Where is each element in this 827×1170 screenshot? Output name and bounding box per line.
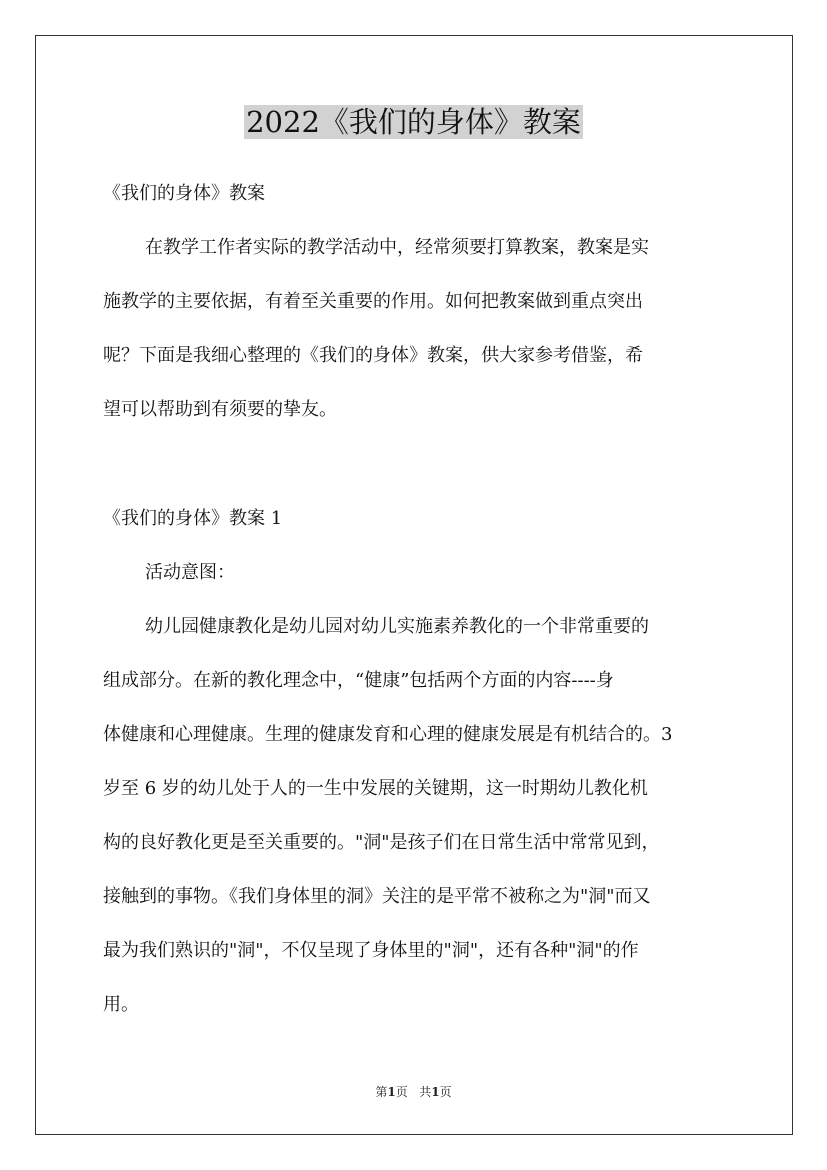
body-line: 接触到的事物。《我们身体里的洞》关注的是平常不被称之为"洞"而又 xyxy=(103,886,651,907)
intro-line: 在教学工作者实际的教学活动中，经常须要打算教案，教案是实 xyxy=(145,237,649,258)
document-title-text: 2022《我们的身体》教案 xyxy=(246,105,581,139)
body-line: 组成部分。在新的教化理念中，“健康”包括两个方面的内容----身 xyxy=(103,670,614,691)
purpose-label: 活动意图： xyxy=(145,562,235,583)
document-subtitle: 《我们的身体》教案 xyxy=(103,183,265,204)
page-prefix: 第 xyxy=(375,1085,388,1099)
intro-line: 望可以帮助到有须要的挚友。 xyxy=(103,399,337,420)
page-footer xyxy=(0,1084,827,1100)
body-line: 幼儿园健康教化是幼儿园对幼儿实施素养教化的一个非常重要的 xyxy=(145,616,649,637)
body-line: 最为我们熟识的"洞"，不仅呈现了身体里的"洞"，还有各种"洞"的作 xyxy=(103,940,639,961)
body-line: 体健康和心理健康。生理的健康发育和心理的健康发展是有机结合的。3 xyxy=(103,724,673,745)
page-number: 1 xyxy=(387,1085,396,1099)
body-line: 构的良好教化更是至关重要的。"洞"是孩子们在日常生活中常常见到， xyxy=(103,832,660,853)
total-prefix: 共 xyxy=(419,1085,432,1099)
intro-line: 呢？下面是我细心整理的《我们的身体》教案，供大家参考借鉴，希 xyxy=(103,345,643,366)
page-suffix: 页 xyxy=(395,1085,408,1099)
section-heading: 《我们的身体》教案 1 xyxy=(103,508,283,529)
intro-line: 施教学的主要依据，有着至关重要的作用。如何把教案做到重点突出 xyxy=(103,291,643,312)
document-title xyxy=(0,102,827,142)
total-suffix: 页 xyxy=(439,1085,452,1099)
body-line: 岁至 6 岁的幼儿处于人的一生中发展的关键期，这一时期幼儿教化机 xyxy=(103,778,648,799)
body-line: 用。 xyxy=(103,994,139,1015)
total-pages: 1 xyxy=(431,1085,440,1099)
